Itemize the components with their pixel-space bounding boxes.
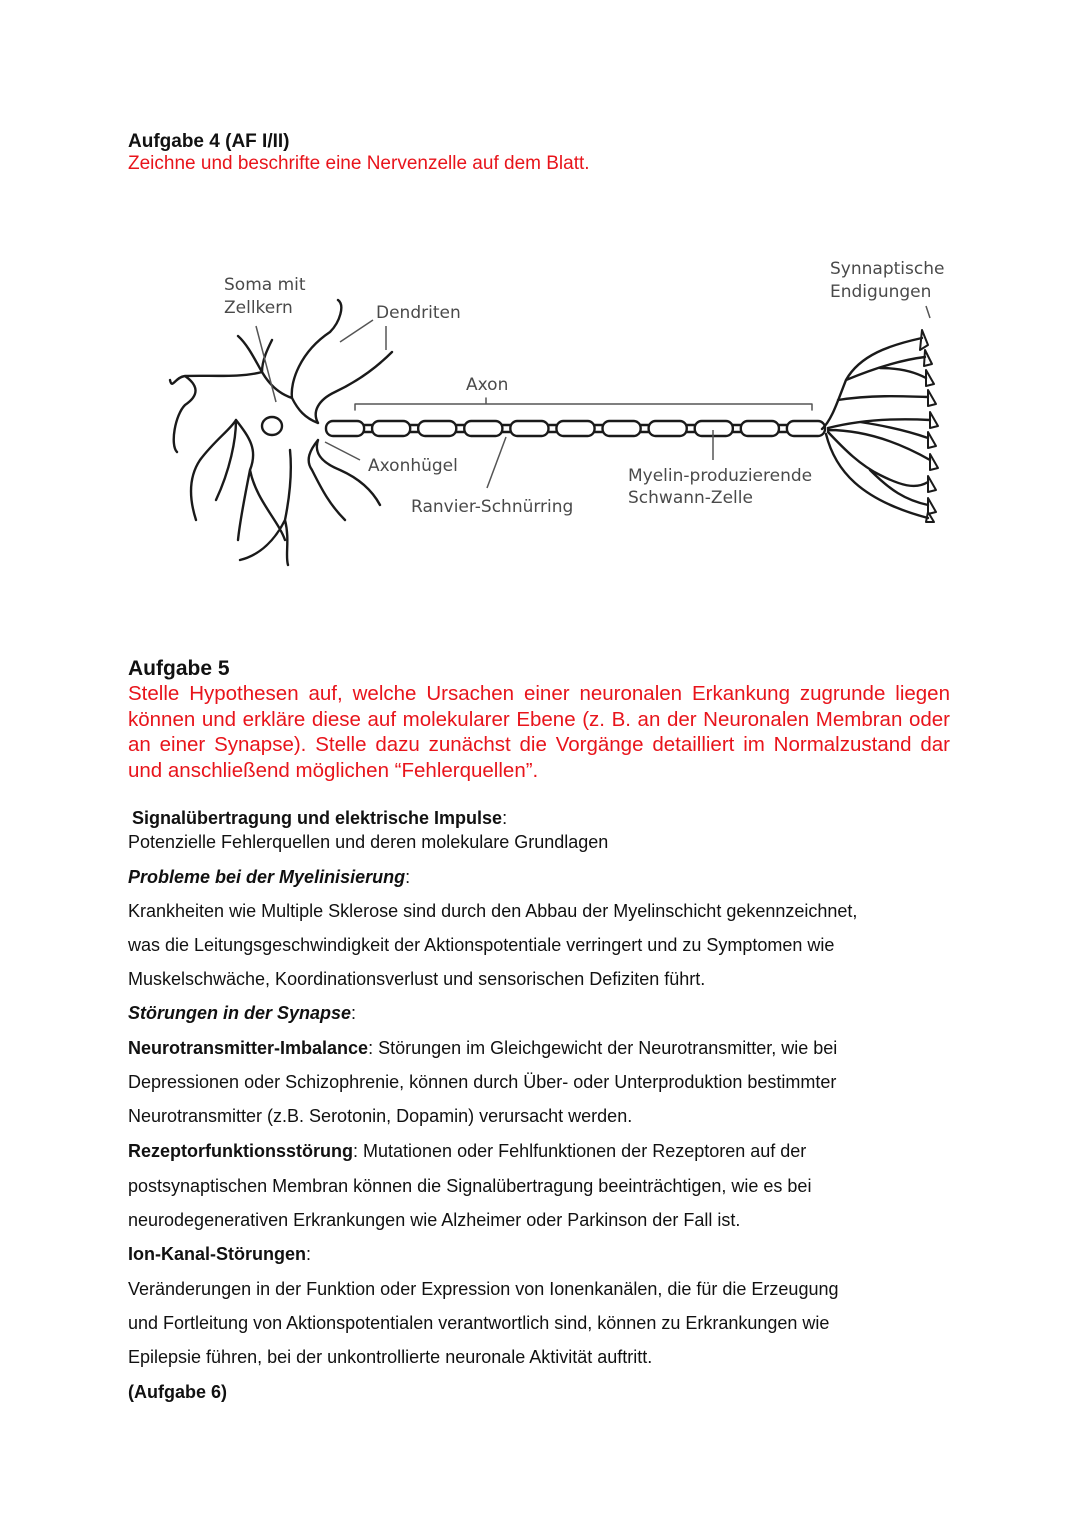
receptor-text: : Mutationen oder Fehlfunktionen der Rezeptoren auf der [353, 1141, 807, 1161]
label-dendriten: Dendriten [376, 303, 461, 323]
answer-heading [132, 808, 507, 829]
label-soma-line1: Soma mit [224, 275, 306, 295]
ion-line: Veränderungen in der Funktion oder Expression von Ionenkanälen, die für die Erzeugung [128, 1279, 839, 1299]
colon: : [351, 1003, 357, 1023]
label-synaptic-line1: Synnaptische [830, 259, 945, 279]
imbalance-line: Depressionen oder Schizophrenie, können durch Über- oder Unterproduktion bestimmter [128, 1072, 837, 1092]
ion-title [128, 1244, 311, 1265]
receptor-line: postsynaptischen Membran können die Signalübertragung beeinträchtigen, wie es bei [128, 1176, 812, 1196]
label-synaptic-line2: Endigungen [830, 282, 932, 302]
task5-instruction: Stelle Hypothesen auf, welche Ursachen einer neuronalen Erkankung zugrunde liegen können und erkläre diese auf molekularer Ebene (z. B. an der Neuronalen Membran oder an einer Synapse). Stelle dazu zunächst die Vorgänge detailliert im Normalzustand dar und anschließend möglichen “Fehlerquellen”. [128, 682, 950, 782]
colon: : [502, 808, 508, 828]
ion-title-text: Ion-Kanal-Störungen [128, 1244, 306, 1264]
synapse-title [128, 1003, 356, 1024]
answer-section [128, 0, 968, 1528]
imbalance-term: Neurotransmitter-Imbalance [128, 1038, 369, 1058]
imbalance-text: : Störungen im Gleichgewicht der Neurotransmitter, wie bei [368, 1038, 838, 1058]
synapse-title-text: Störungen in der Synapse [128, 1003, 352, 1023]
label-soma-line2: Zellkern [224, 298, 293, 318]
myelin-line: Krankheiten wie Multiple Sklerose sind durch den Abbau der Myelinschicht gekennzeichnet, [128, 901, 858, 921]
next-task-label: (Aufgabe 6) [128, 1382, 227, 1402]
myelin-line: was die Leitungsgeschwindigkeit der Aktionspotentiale verringert und zu Symptomen wie [128, 935, 835, 955]
myelin-line: Muskelschwäche, Koordinationsverlust und sensorischen Defiziten führt. [128, 969, 706, 989]
receptor-line [128, 1141, 806, 1162]
colon: : [405, 867, 411, 887]
imbalance-line [128, 1038, 837, 1059]
imbalance-line: Neurotransmitter (z.B. Serotonin, Dopamin) verursacht werden. [128, 1106, 633, 1126]
task5-title: Aufgabe 5 [128, 657, 230, 680]
receptor-term: Rezeptorfunktionsstörung [128, 1141, 353, 1161]
label-axonhuegel: Axonhügel [368, 456, 458, 476]
task4-instruction: Zeichne und beschrifte eine Nervenzelle auf dem Blatt. [128, 153, 590, 174]
label-axon: Axon [466, 375, 509, 395]
label-myelin-line1: Myelin-produzierende [628, 466, 813, 486]
myelin-title-text: Probleme bei der Myelinisierung [128, 867, 406, 887]
task4-title: Aufgabe 4 (AF I/II) [128, 131, 290, 152]
ion-line: Epilepsie führen, bei der unkontrollierte neuronale Aktivität auftritt. [128, 1347, 653, 1367]
colon: : [306, 1244, 312, 1264]
answer-subheading: Potenzielle Fehlerquellen und deren molekulare Grundlagen [128, 832, 609, 852]
answer-heading-text: Signalübertragung und elektrische Impulse [132, 808, 503, 828]
label-myelin-line2: Schwann-Zelle [628, 488, 753, 508]
receptor-line: neurodegenerativen Erkrankungen wie Alzheimer oder Parkinson der Fall ist. [128, 1210, 741, 1230]
ion-line: und Fortleitung von Aktionspotentialen verantwortlich sind, können zu Erkrankungen wie [128, 1313, 830, 1333]
label-ranvier: Ranvier-Schnürring [411, 497, 574, 517]
myelin-title [128, 867, 410, 888]
